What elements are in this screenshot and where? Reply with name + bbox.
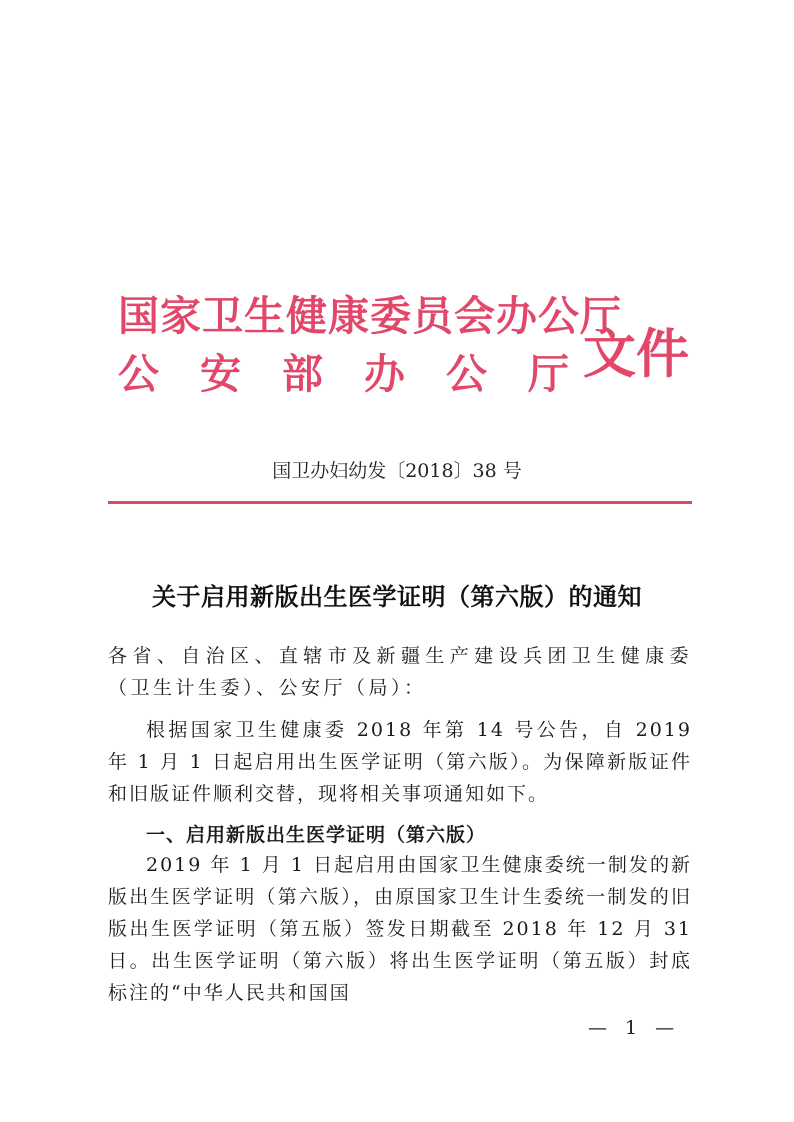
paragraph-section-1: 2019 年 1 月 1 日起启用由国家卫生健康委统一制发的新版出生医学证明（第六版），由原国家卫生计生委统一制发的旧版出生医学证明（第五版）签发日期截至 2018 年 12 月 31 日。出生医学证明（第六版）将出生医学证明（第五版）封底标注的“中华人民共和国国 [108,854,692,1004]
paragraph-intro: 根据国家卫生健康委 2018 年第 14 号公告，自 2019 年 1 月 1 日起启用出生医学证明（第六版）。为保障新版证件和旧版证件顺利交替，现将相关事项通知如下。 [108,719,692,805]
page-number: — 1 — [588,1017,681,1039]
red-separator-line [108,501,692,504]
document-number: 国卫办妇幼发〔2018〕38 号 [272,460,522,482]
issuer-line-1: 国家卫生健康委员会办公厅 [118,292,622,340]
document-type-label: 文件 [583,323,689,385]
section-heading-1: 一、启用新版出生医学证明（第六版） [146,824,487,846]
document-title: 关于启用新版出生医学证明（第六版）的通知 [152,582,642,611]
addressee: 各省、自治区、直辖市及新疆生产建设兵团卫生健康委（卫生计生委）、公安厅（局）： [108,645,692,699]
issuer-line-2: 公安部办公厅 [118,350,610,398]
